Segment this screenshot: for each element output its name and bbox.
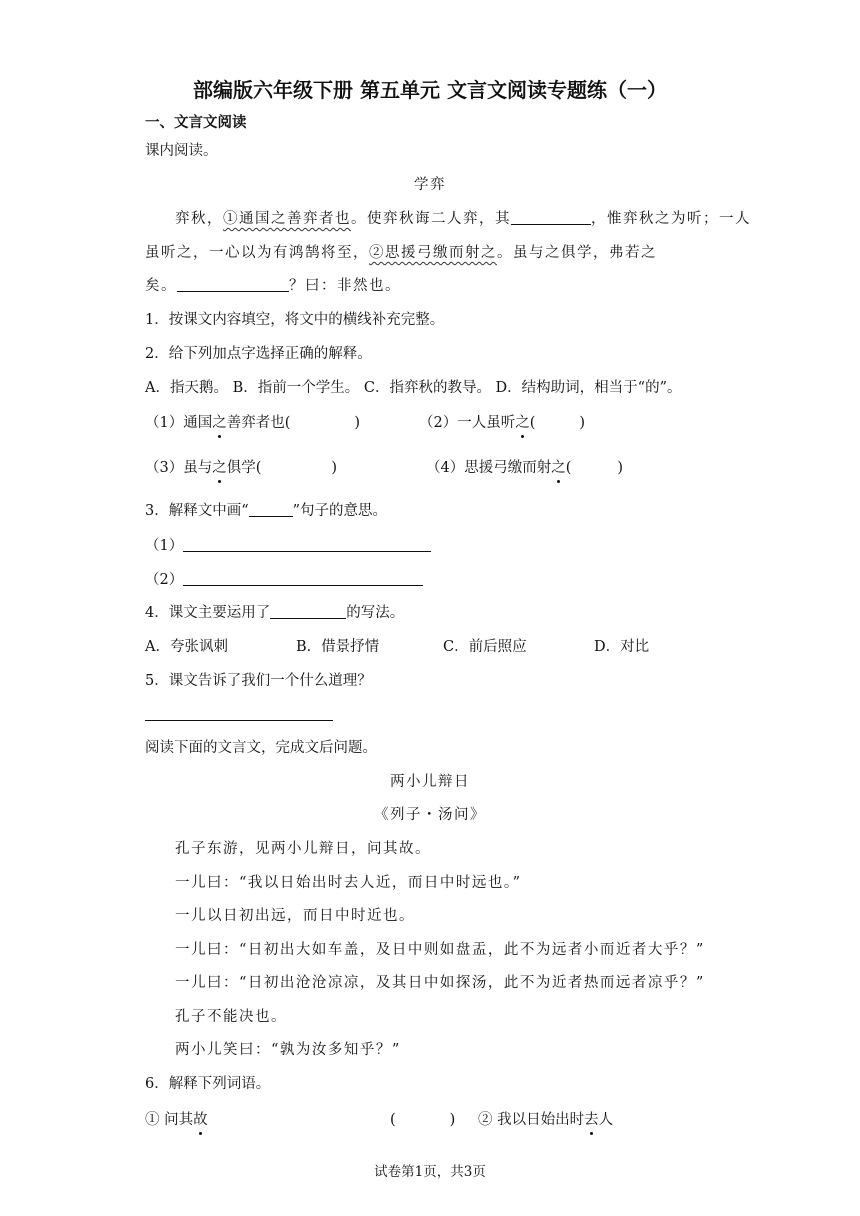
passage-heading: 两小儿辩日 (390, 774, 470, 790)
dotted-char: 故 (193, 1109, 208, 1131)
passage-text: 弈秋， (175, 211, 223, 227)
item-text: ) (579, 415, 586, 431)
option-d: D．对比 (594, 639, 650, 655)
item-text: ) (354, 415, 361, 431)
answer-blank[interactable] (183, 571, 423, 586)
intro-text: 阅读下面的文言文，完成文后问题。 (145, 740, 377, 756)
answer-line (145, 569, 423, 591)
answer-blank[interactable] (183, 537, 431, 552)
item-text: ( (529, 415, 536, 431)
option-c: C．前后照应 (443, 639, 527, 655)
intro-text: 课内阅读。 (145, 143, 218, 159)
item-text: ) (331, 460, 338, 476)
question-6: 6．解释下列词语。 (145, 1076, 271, 1092)
passage-line: 两小儿笑曰：“孰为汝多知乎？” (175, 1042, 401, 1058)
passage-line (175, 208, 751, 230)
passage-line: 一儿曰：“日初出大如车盖，及日中则如盘盂，此不为远者小而近者大乎？” (175, 942, 705, 958)
page-title: 部编版六年级下册 第五单元 文言文阅读专题练（一） (193, 78, 667, 102)
option-a: A．夸张讽刺 (145, 639, 228, 655)
option-b: B．借景抒情 (296, 639, 380, 655)
passage-line: 一儿曰：“日初出沧沧凉凉，及其日中如探汤，此不为近者热而远者凉乎？” (175, 975, 705, 991)
item-text: ) (617, 460, 624, 476)
question-1: 1．按课文内容填空，将文中的横线补充完整。 (145, 312, 445, 328)
dotted-char: 去 (584, 1109, 599, 1131)
answer-bracket[interactable] (390, 1109, 455, 1131)
item-text: ( (390, 1112, 396, 1128)
underlined-sentence: ②思援弓缴而射之 (369, 245, 497, 261)
question-2: 2．给下列加点字选择正确的解释。 (145, 346, 372, 362)
passage-line: 一儿曰：“我以日始出时去人近，而日中时远也。” (175, 875, 522, 891)
passage-heading: 学弈 (414, 177, 446, 193)
item-text: ) (449, 1112, 456, 1128)
passage-text: 虽听之，一心以为有鸿鹄将至， (145, 245, 369, 261)
question-2-options: A．指天鹅。 B．指前一个学生。 C．指弈秋的教导。 D．结构助词，相当于“的”。 (145, 380, 682, 396)
question-5: 5．课文告诉了我们一个什么道理？ (145, 673, 372, 689)
passage-text: ？曰：非然也。 (289, 278, 401, 294)
section-heading: 一、文言文阅读 (145, 115, 247, 131)
question-6-item (478, 1109, 613, 1131)
page-footer: 试卷第1页，共3页 (374, 1164, 486, 1180)
answer-line (145, 535, 431, 557)
fill-blank[interactable] (270, 604, 346, 619)
question-text: ”句子的意思。 (292, 503, 388, 519)
dotted-char: 之 (551, 457, 566, 479)
question-text: 的写法。 (346, 605, 405, 621)
passage-line (145, 275, 401, 297)
dotted-char: 之 (212, 457, 227, 479)
passage-source: 《列子・汤问》 (374, 807, 486, 823)
item-text: 俱学( (226, 460, 262, 476)
underlined-sentence: ①通国之善弈者也 (223, 211, 351, 227)
question-4 (145, 602, 404, 624)
item-text: ② 我以日始出时 (478, 1112, 585, 1128)
answer-blank[interactable] (145, 706, 333, 721)
question-text: 4．课文主要运用了 (145, 605, 271, 621)
item-text: 善弈者也( (226, 415, 291, 431)
item-text: （4）思援弓缴而射 (426, 460, 552, 476)
fill-blank[interactable] (177, 277, 289, 292)
question-6-item (145, 1109, 208, 1131)
question-2-item (419, 412, 585, 434)
underline-mark (249, 502, 293, 517)
passage-text: 矣。 (145, 278, 177, 294)
item-label: （2） (145, 572, 184, 588)
question-2-item (145, 412, 360, 434)
passage-line: 一儿以日初出远，而日中时近也。 (175, 908, 415, 924)
item-text: （3）虽与 (145, 460, 213, 476)
item-text: （1）通国 (145, 415, 213, 431)
question-3 (145, 500, 387, 522)
item-text: ( (565, 460, 572, 476)
dotted-char: 之 (515, 412, 530, 434)
passage-text: ，惟弈秋之为听；一人 (591, 211, 751, 227)
passage-line: 孔子不能决也。 (175, 1009, 287, 1025)
passage-line: 孔子东游，见两小儿辩日，问其故。 (175, 841, 431, 857)
passage-line (145, 242, 657, 264)
dotted-char: 之 (212, 412, 227, 434)
item-label: （1） (145, 538, 184, 554)
item-text: （2）一人虽听 (419, 415, 516, 431)
question-2-item (426, 457, 623, 479)
question-2-item (145, 457, 337, 479)
passage-text: 。虽与之俱学，弗若之 (497, 245, 657, 261)
passage-text: 。使弈秋诲二人弈，其 (351, 211, 511, 227)
fill-blank[interactable] (511, 210, 591, 225)
answer-line (145, 704, 333, 726)
item-text: 人 (598, 1112, 614, 1128)
item-text: ① 问其 (145, 1112, 194, 1128)
question-text: 3．解释文中画“ (145, 503, 249, 519)
